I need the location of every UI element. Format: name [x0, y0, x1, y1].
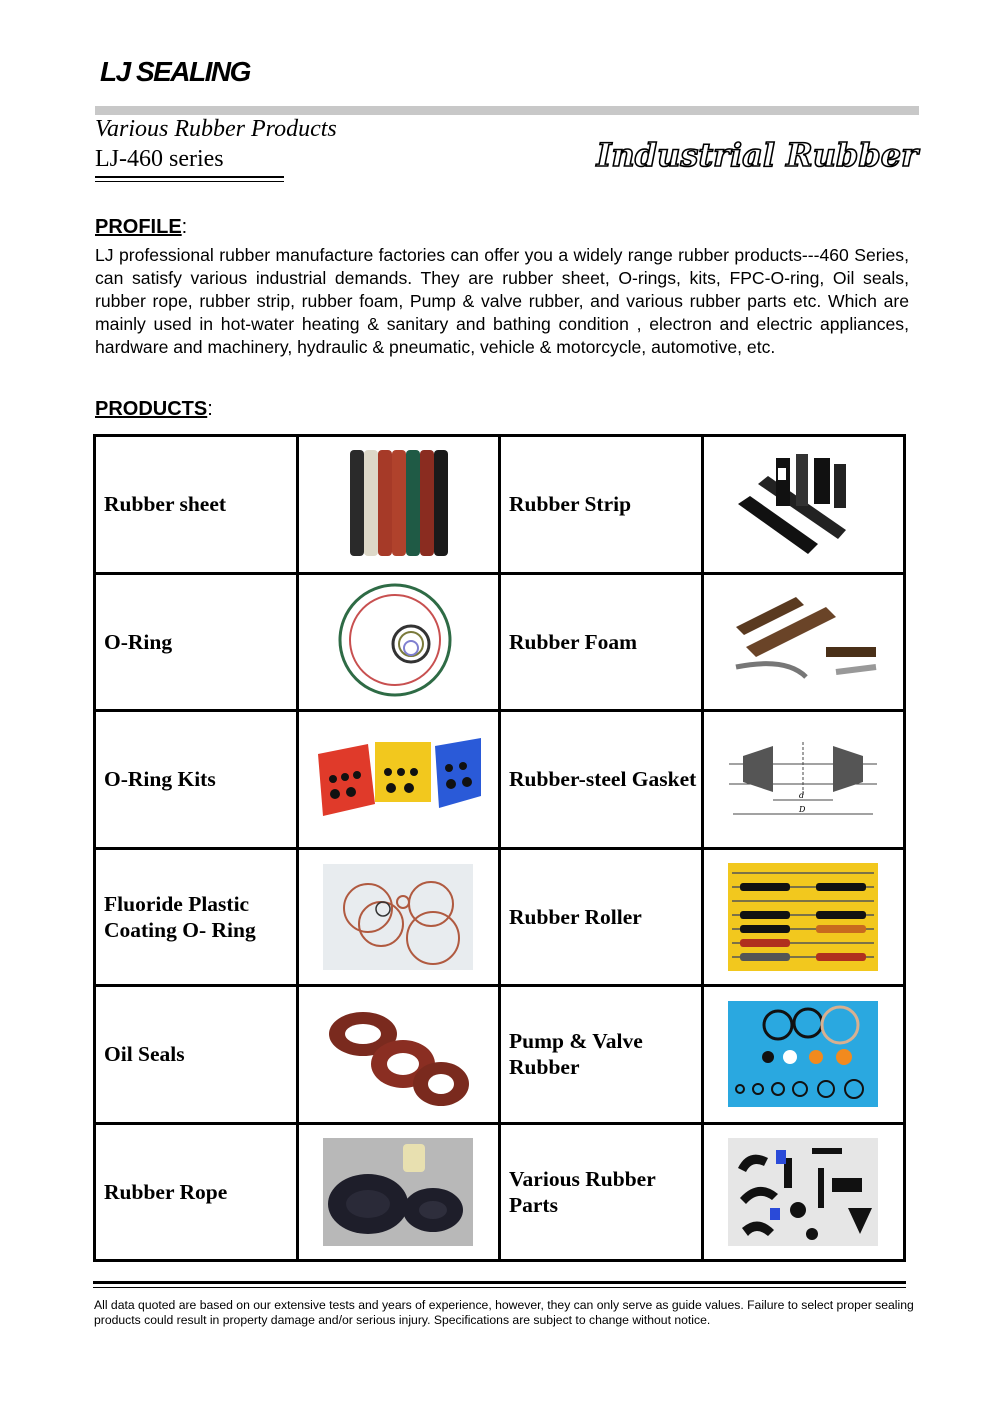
rubber-strip-image [702, 436, 905, 574]
disclaimer-text: All data quoted are based on our extensive tests and years of experience, however, they can only serve as guide values. Failure to select proper sealing products could result in property damage and/or serious injury. Specifications are subject to change without notice. [94, 1298, 914, 1327]
rubber-foam-image [702, 573, 905, 711]
profile-text: LJ professional rubber manufacture factories can offer you a widely range rubber products---460 Series, can satisfy various industrial demands. They are rubber sheet, O-rings, kits, FPC-O-ring, Oil seals, rubber rope, rubber strip, rubber foam, Pump & valve rubber, and various rubber parts etc. Which are mainly used in hot-water heating & sanitary and bathing condition , electron and electric appliances, hardware and machinery, hydraulic & pneumatic, vehicle & motorcycle, automotive, etc. [95, 245, 909, 357]
series-label: LJ-460 series [95, 146, 224, 172]
various-rubber-parts-image [702, 1123, 905, 1261]
table-row [95, 573, 905, 711]
table-row [95, 848, 905, 986]
fluoride-o-ring-image [297, 848, 500, 986]
rubber-steel-gasket-diagram [702, 711, 905, 849]
o-ring-kits-image [297, 711, 500, 849]
o-ring-image [297, 573, 500, 711]
profile-heading: PROFILE: [95, 216, 188, 238]
document-subtitle: Various Rubber Products [95, 116, 337, 142]
footer-rule [93, 1281, 906, 1284]
oil-seals-image [297, 986, 500, 1124]
table-row [95, 986, 905, 1124]
product-label: Rubber Rope [95, 1123, 298, 1261]
product-label: Rubber sheet [95, 436, 298, 574]
product-label: Rubber Roller [500, 848, 703, 986]
footer-rule-thin [93, 1287, 906, 1288]
table-row [95, 1123, 905, 1261]
header-rule [95, 106, 919, 115]
pump-valve-rubber-image [702, 986, 905, 1124]
product-label: Rubber Foam [500, 573, 703, 711]
product-label: O-Ring [95, 573, 298, 711]
rubber-rope-image [297, 1123, 500, 1261]
product-label: Pump & Valve Rubber [500, 986, 703, 1124]
script-title: Industrial Rubber [596, 136, 918, 174]
rubber-sheet-image [297, 436, 500, 574]
products-table [93, 434, 906, 1262]
product-label: Rubber-steel Gasket [500, 711, 703, 849]
gasket-outer-dim: D [799, 805, 806, 815]
brand-logo: LJ SEALING [100, 56, 250, 87]
rubber-roller-image [702, 848, 905, 986]
product-label: O-Ring Kits [95, 711, 298, 849]
table-row [95, 711, 905, 849]
table-row [95, 436, 905, 574]
product-label: Fluoride Plastic Coating O- Ring [95, 848, 298, 986]
series-underline [95, 176, 284, 178]
series-underline-thin [95, 181, 284, 182]
product-label: Rubber Strip [500, 436, 703, 574]
gasket-inner-dim: d [799, 791, 805, 801]
product-label: Oil Seals [95, 986, 298, 1124]
product-label: Various Rubber Parts [500, 1123, 703, 1261]
products-heading: PRODUCTS: [95, 398, 213, 420]
